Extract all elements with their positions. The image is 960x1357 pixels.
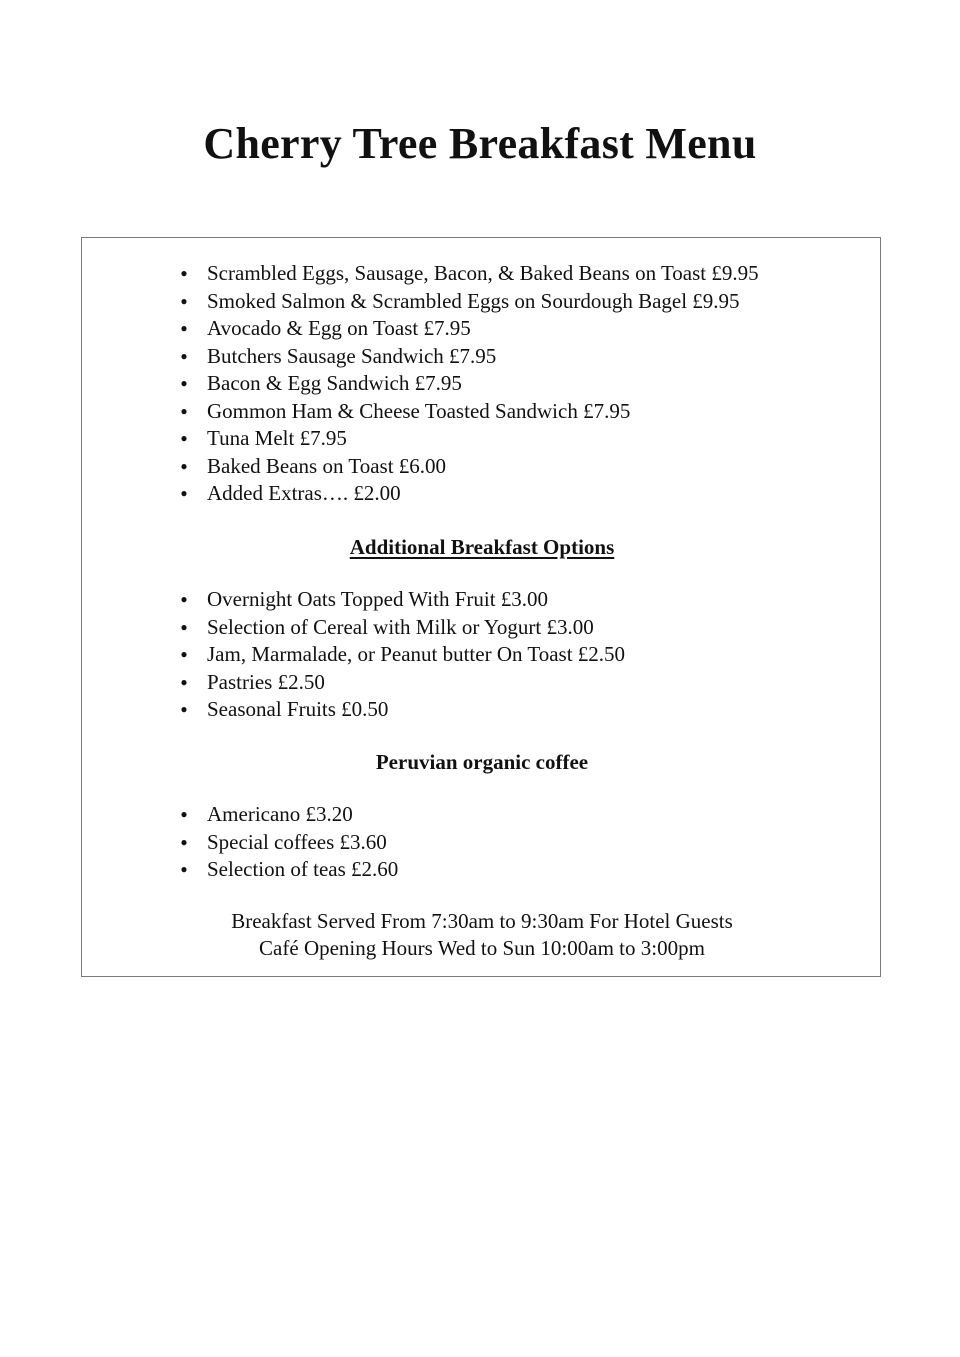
item-text: Tuna Melt £7.95 <box>207 426 347 450</box>
item-text: Baked Beans on Toast £6.00 <box>207 453 447 478</box>
item-text: Avocado & Egg on Toast £7.95 <box>207 316 471 340</box>
item-text: Seasonal Fruits £0.50 <box>207 697 389 721</box>
bullet-icon: ● <box>180 486 188 500</box>
menu-box <box>81 237 881 977</box>
list-item <box>82 425 759 453</box>
cafe-hours-line: Café Opening Hours Wed to Sun 10:00am to 3:00pm <box>259 936 705 960</box>
bullet-icon: ● <box>180 862 188 876</box>
bullet-icon: ● <box>180 619 188 634</box>
bullet-icon: ● <box>180 807 188 821</box>
item-text: Selection of Cereal with Milk or Yogurt £3.00 <box>207 614 594 639</box>
list-item <box>82 856 398 884</box>
bullet-icon: ● <box>180 293 188 308</box>
item-text: Overnight Oats Topped With Fruit £3.00 <box>207 587 549 611</box>
list-item <box>82 480 759 508</box>
opening-hours-footer <box>82 908 882 962</box>
bullet-icon: ● <box>180 702 188 716</box>
list-item <box>82 370 759 398</box>
breakfast-hours-line: Breakfast Served From 7:30am to 9:30am For Hotel Guests <box>231 909 733 933</box>
bullet-icon: ● <box>180 376 188 390</box>
item-text: Butchers Sausage Sandwich £7.95 <box>207 343 497 368</box>
item-text: Jam, Marmalade, or Peanut butter On Toast £2.50 <box>207 642 626 666</box>
bullet-icon: ● <box>180 321 188 335</box>
list-item <box>82 398 759 426</box>
list-item <box>82 453 759 481</box>
bullet-icon: ● <box>180 592 188 606</box>
list-item <box>82 586 625 614</box>
coffee-items-list <box>82 801 398 884</box>
item-text: Special coffees £3.60 <box>207 829 387 854</box>
bullet-icon: ● <box>180 403 188 418</box>
additional-items-list <box>82 586 625 724</box>
bullet-icon: ● <box>180 348 188 363</box>
item-text: Gommon Ham & Cheese Toasted Sandwich £7.95 <box>207 398 631 423</box>
bullet-icon: ● <box>180 647 188 661</box>
list-item <box>82 669 625 697</box>
list-item <box>82 801 398 829</box>
list-item <box>82 343 759 371</box>
main-items-list <box>82 260 759 508</box>
list-item <box>82 641 625 669</box>
bullet-icon: ● <box>180 458 188 473</box>
item-text: Selection of teas £2.60 <box>207 857 399 881</box>
item-text: Bacon & Egg Sandwich £7.95 <box>207 371 462 395</box>
item-text: Scrambled Eggs, Sausage, Bacon, & Baked Beans on Toast £9.95 <box>207 261 759 285</box>
list-item <box>82 614 625 642</box>
bullet-icon: ● <box>180 266 188 280</box>
list-item <box>82 260 759 288</box>
coffee-heading: Peruvian organic coffee <box>375 750 589 774</box>
bullet-icon: ● <box>180 431 188 445</box>
list-item <box>82 315 759 343</box>
item-text: Added Extras…. £2.00 <box>207 481 401 505</box>
list-item <box>82 829 398 857</box>
list-item <box>82 696 625 724</box>
bullet-icon: ● <box>180 834 188 849</box>
menu-title: Cherry Tree Breakfast Menu <box>203 119 757 168</box>
additional-options-heading: Additional Breakfast Options <box>349 535 615 559</box>
bullet-icon: ● <box>180 674 188 689</box>
item-text: Pastries £2.50 <box>207 669 325 694</box>
item-text: Americano £3.20 <box>207 802 353 826</box>
list-item <box>82 288 759 316</box>
item-text: Smoked Salmon & Scrambled Eggs on Sourdough Bagel £9.95 <box>207 288 740 313</box>
